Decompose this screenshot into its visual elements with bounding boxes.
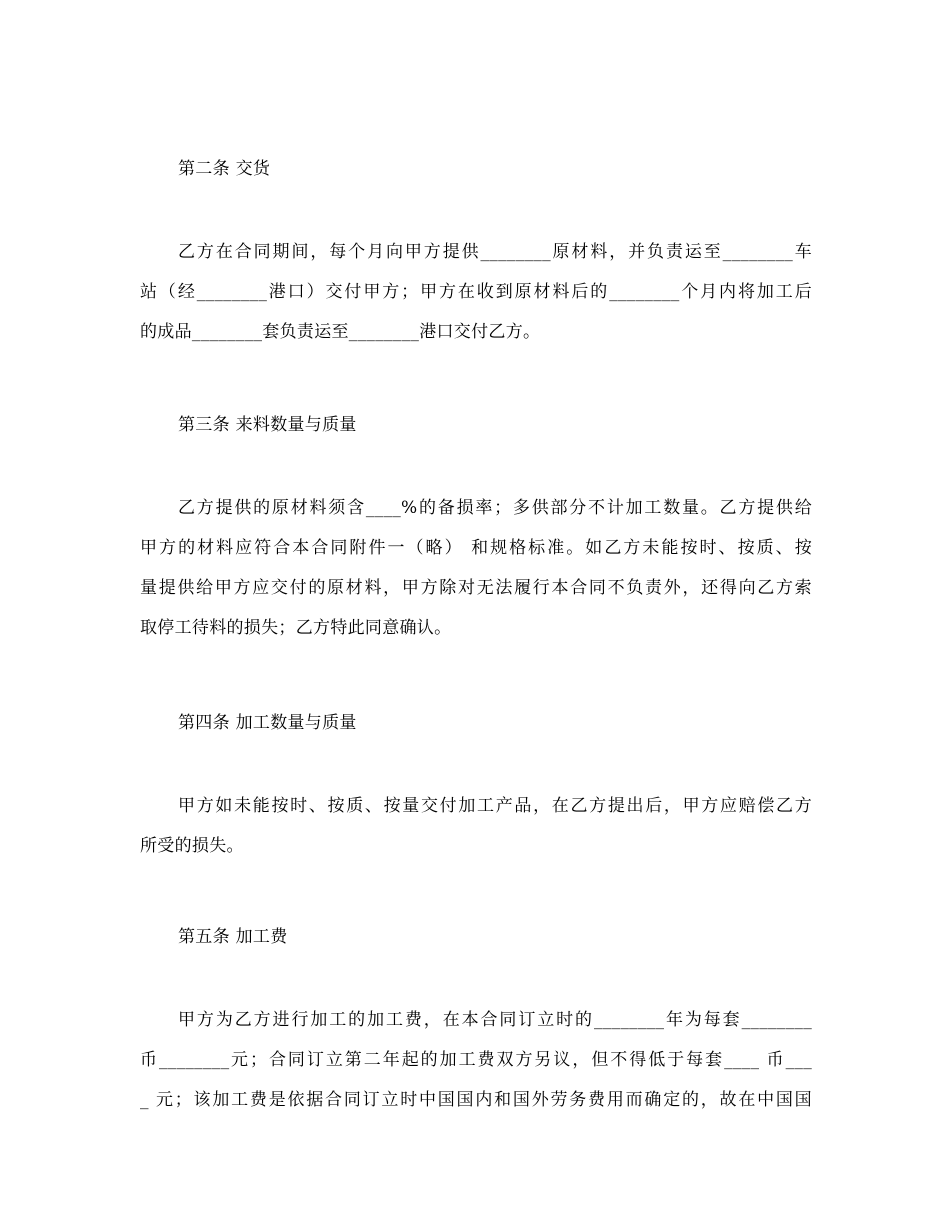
section-heading-3 xyxy=(140,410,850,435)
body-line: 站（经________港口）交付甲方；甲方在收到原材料后的________个月内将加工后 xyxy=(140,282,812,302)
section-body-3 xyxy=(140,488,812,648)
body-line: 所受的损失。 xyxy=(140,836,244,856)
section-body-4 xyxy=(140,786,812,866)
body-line: 的成品________套负责运至________港口交付乙方。 xyxy=(140,322,541,342)
body-line: 乙方提供的原材料须含____%的备损率；多供部分不计加工数量。乙方提供给 xyxy=(178,498,812,518)
heading-text: 第三条 来料数量与质量 xyxy=(178,415,357,435)
section-body-5 xyxy=(140,1000,812,1120)
heading-text: 第二条 交货 xyxy=(178,159,271,179)
body-line: _ 元；该加工费是依据合同订立时中国国内和国外劳务费用而确定的，故在中国国 xyxy=(140,1090,812,1110)
heading-text: 第五条 加工费 xyxy=(178,927,288,947)
section-body-2 xyxy=(140,232,812,352)
body-line: 取停工待料的损失；乙方特此同意确认。 xyxy=(140,618,452,638)
section-heading-5 xyxy=(140,922,850,947)
body-line: 量提供给甲方应交付的原材料，甲方除对无法履行本合同不负责外，还得向乙方索 xyxy=(140,578,812,598)
body-line: 甲方如未能按时、按质、按量交付加工产品，在乙方提出后，甲方应赔偿乙方 xyxy=(178,796,812,816)
heading-text: 第四条 加工数量与质量 xyxy=(178,713,357,733)
body-line: 乙方在合同期间，每个月向甲方提供________原材料，并负责运至________车 xyxy=(178,242,812,262)
section-heading-4 xyxy=(140,708,850,733)
section-heading-2 xyxy=(140,154,850,179)
body-line: 甲方的材料应符合本合同附件一（略） 和规格标准。如乙方未能按时、按质、按 xyxy=(140,538,812,558)
body-line: 币________元；合同订立第二年起的加工费双方另议，但不得低于每套____ 币___ xyxy=(140,1050,812,1070)
body-line: 甲方为乙方进行加工的加工费，在本合同订立时的________年为每套________ xyxy=(178,1010,812,1030)
